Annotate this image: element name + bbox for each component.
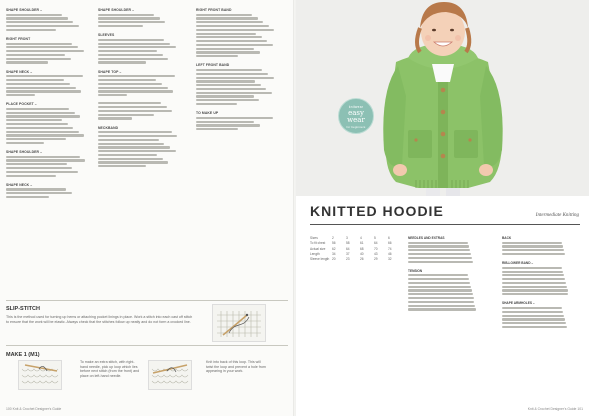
text-line	[98, 90, 173, 92]
text-line	[196, 117, 273, 119]
text-line	[502, 318, 565, 320]
text-line	[98, 21, 165, 23]
title-rule	[310, 224, 580, 225]
text-line	[6, 50, 84, 52]
text-line	[98, 143, 164, 145]
photo-illustration	[296, 0, 589, 196]
text-line	[98, 131, 172, 133]
text-line	[6, 171, 78, 173]
text-line	[502, 267, 562, 269]
instruction-heading: SLEEVES	[98, 33, 115, 38]
sizes-cell: 37	[346, 251, 350, 256]
text-line	[98, 54, 163, 56]
instruction-block	[6, 37, 86, 64]
pattern-column-3	[196, 8, 276, 136]
instruction-block	[98, 8, 178, 27]
text-line	[6, 175, 56, 177]
instruction-block	[6, 150, 86, 177]
text-line	[502, 274, 564, 276]
sizes-row-label: Sizes	[310, 236, 318, 240]
text-line	[502, 271, 563, 273]
pattern-column-1	[6, 8, 86, 204]
text-line	[98, 25, 143, 27]
text-line	[502, 242, 562, 244]
text-line	[502, 282, 566, 284]
sizes-cell: 40	[360, 251, 364, 256]
sizes-cell: 4	[360, 236, 362, 240]
text-line	[6, 83, 70, 85]
needles-tension-column	[408, 236, 492, 317]
sizes-cell: 64	[346, 246, 350, 251]
text-line	[196, 29, 274, 31]
text-line	[6, 134, 84, 136]
text-line	[196, 95, 254, 97]
text-line	[6, 61, 48, 63]
text-line	[6, 54, 65, 56]
text-line	[408, 289, 472, 291]
sizes-cell: 29	[374, 257, 378, 262]
text-line	[6, 131, 79, 133]
text-line	[98, 39, 164, 41]
text-line	[6, 46, 78, 48]
slip-stitch-text: This is the method used for turning up hems or attaching pocket linings in place. Work a stitch into each cast off stitch to ensure that the work will be elastic. Always check that the stitches follow up neatly and do not form a crooked line.	[6, 315, 193, 324]
text-line	[98, 17, 160, 19]
instruction-block	[6, 102, 86, 144]
text-line	[98, 161, 168, 163]
text-line	[196, 77, 274, 79]
text-line	[6, 17, 68, 19]
text-line	[502, 253, 565, 255]
instruction-heading: SHAPE SHOULDER –	[98, 8, 135, 12]
badge-bottom-text: for beginners	[346, 125, 366, 129]
text-line	[196, 25, 269, 27]
text-line	[502, 307, 562, 309]
text-line	[196, 124, 260, 126]
sizes-cell: 23	[346, 257, 350, 262]
child-hoodie-photo	[296, 0, 589, 196]
instruction-block	[502, 242, 586, 256]
instruction-heading: SHAPE NECK –	[6, 69, 33, 74]
text-line	[408, 245, 469, 247]
text-line	[408, 305, 475, 307]
text-line	[98, 94, 127, 96]
text-line	[98, 150, 176, 152]
sizes-cell: 61	[360, 241, 364, 246]
text-line	[502, 322, 566, 324]
section-heading: NEEDLES AND EXTRAS	[408, 236, 445, 240]
text-line	[6, 94, 35, 96]
text-line	[98, 50, 157, 52]
text-line	[408, 261, 473, 263]
pattern-title: KNITTED HOODIE	[310, 203, 444, 219]
text-line	[98, 61, 146, 63]
text-line	[502, 311, 563, 313]
text-line	[196, 55, 238, 57]
section-heading: TENSION	[408, 268, 423, 273]
instruction-heading: SHAPE NECK –	[6, 182, 33, 187]
text-line	[408, 301, 474, 303]
knit-loop-illustration	[149, 361, 191, 389]
sizes-cell: 3	[346, 236, 348, 240]
text-line	[6, 25, 79, 27]
text-line	[6, 123, 68, 125]
text-line	[408, 282, 470, 284]
text-line	[98, 146, 170, 148]
sizes-cell: 64	[374, 241, 378, 246]
left-page	[0, 0, 294, 416]
section-heading: RIB-LOWER BAND –	[502, 261, 534, 266]
text-line	[98, 87, 168, 89]
sizes-cell: 43	[374, 251, 378, 256]
text-line	[196, 21, 263, 23]
sizes-row-label: To fit chest	[310, 241, 326, 246]
text-line	[196, 33, 256, 35]
text-line	[196, 36, 262, 38]
text-line	[502, 245, 563, 247]
text-line	[98, 114, 154, 116]
text-line	[98, 158, 163, 160]
text-line	[502, 289, 568, 291]
text-line	[6, 192, 72, 194]
text-line	[196, 80, 255, 82]
text-line	[6, 90, 81, 92]
instruction-heading: TO MAKE UP	[196, 111, 219, 116]
text-line	[408, 293, 473, 295]
instruction-heading: RIGHT FRONT BAND	[196, 8, 232, 12]
make-one-title: MAKE 1 (M1)	[6, 352, 40, 358]
text-line	[6, 119, 62, 121]
sizes-cell: 34	[332, 251, 336, 256]
text-line	[6, 14, 62, 16]
make-one-text-b: Knit into back of this loop. This will twist the loop and prevent a hole from appearing in your work.	[206, 360, 266, 374]
text-line	[6, 159, 85, 161]
instruction-block	[502, 307, 586, 328]
badge-top-text: knitwear	[348, 105, 364, 109]
text-line	[502, 315, 564, 317]
sizes-cell: 5	[374, 236, 376, 240]
sizes-cell: 32	[388, 257, 392, 262]
instruction-block	[98, 33, 178, 63]
text-line	[6, 156, 80, 158]
sizes-cell: 58	[346, 241, 350, 246]
text-line	[6, 167, 72, 169]
text-line	[408, 278, 469, 280]
instruction-heading: PLACE POCKET –	[6, 102, 37, 107]
text-line	[196, 73, 268, 75]
sizes-cell: 68	[360, 246, 364, 251]
instruction-block	[98, 70, 178, 97]
instruction-heading: SHAPE SHOULDER –	[6, 8, 43, 12]
back-instructions-column	[502, 236, 586, 334]
text-line	[6, 127, 73, 129]
sizes-cell: 56	[332, 241, 336, 246]
text-line	[196, 84, 261, 86]
badge-easy-text: easy	[348, 109, 364, 117]
sizes-row-label: Actual size	[310, 246, 326, 251]
text-line	[98, 102, 161, 104]
section-divider	[6, 300, 288, 301]
sizes-table	[310, 236, 402, 262]
instruction-block	[6, 70, 86, 97]
text-line	[6, 75, 83, 77]
text-line	[196, 44, 273, 46]
text-line	[98, 58, 168, 60]
text-line	[196, 99, 259, 101]
text-line	[98, 110, 172, 112]
text-line	[98, 135, 177, 137]
right-page	[296, 0, 589, 416]
text-line	[6, 43, 72, 45]
instruction-block	[98, 102, 178, 119]
text-line	[196, 40, 267, 42]
text-line	[6, 29, 56, 31]
skill-level-label: Intermediate Knitting	[535, 213, 579, 218]
slip-stitch-diagram	[212, 304, 266, 342]
text-line	[6, 112, 75, 114]
text-line	[6, 142, 44, 144]
text-line	[196, 128, 238, 130]
instruction-heading: RIGHT FRONT	[6, 36, 31, 41]
text-line	[98, 117, 132, 119]
sizes-row-label: Sleeve length	[310, 257, 330, 262]
text-line	[408, 253, 471, 255]
text-line	[6, 188, 66, 190]
section-divider	[6, 345, 288, 346]
make-one-diagram-b	[148, 360, 192, 390]
sizes-cell: 26	[360, 257, 364, 262]
sizes-cell: 20	[332, 257, 336, 262]
instruction-heading: NECKBAND	[98, 125, 119, 130]
text-line	[196, 69, 262, 71]
knit-loop-illustration	[19, 361, 61, 389]
badge-wear-text: wear	[347, 116, 365, 124]
text-line	[196, 51, 260, 53]
instruction-heading: SHAPE TOP –	[98, 69, 122, 74]
text-line	[98, 106, 167, 108]
text-line	[502, 278, 565, 280]
text-line	[98, 43, 170, 45]
sizes-cell: 46	[388, 251, 392, 256]
text-line	[502, 249, 564, 251]
text-line	[196, 121, 254, 123]
make-one-text-a: To make an extra stitch, with right-hand needle, pick up loop which lies before next stitch (from the front) and place on left-hand needle.	[80, 360, 140, 378]
instruction-heading: SHAPE SHOULDER –	[6, 150, 43, 155]
text-line	[196, 17, 258, 19]
make-one-diagram-a	[18, 360, 62, 390]
text-line	[502, 293, 568, 295]
text-line	[502, 326, 567, 328]
instruction-block	[196, 111, 276, 130]
instruction-block	[6, 183, 86, 198]
text-line	[6, 196, 49, 198]
text-line	[6, 21, 73, 23]
text-line	[408, 242, 468, 244]
page-folio-right: Knit & Crochet Designer's Guide 101	[527, 407, 583, 411]
text-line	[408, 297, 474, 299]
text-line	[98, 139, 159, 141]
pattern-column-2	[98, 8, 178, 173]
text-line	[98, 14, 154, 16]
sizes-row	[310, 257, 402, 262]
section-heading: BACK	[502, 236, 512, 240]
instruction-block	[6, 8, 86, 31]
text-line	[408, 257, 472, 259]
text-line	[98, 165, 146, 167]
text-line	[196, 92, 272, 94]
text-line	[6, 138, 66, 140]
instruction-block	[98, 126, 178, 168]
instruction-block	[408, 274, 492, 310]
text-line	[408, 286, 471, 288]
instruction-block	[408, 242, 492, 263]
text-line	[98, 79, 156, 81]
page-folio-left: 100 Knit & Crochet Designer's Guide	[6, 407, 62, 411]
text-line	[196, 88, 266, 90]
text-line	[408, 274, 468, 276]
text-line	[196, 48, 254, 50]
text-line	[98, 75, 175, 77]
text-line	[98, 154, 157, 156]
easy-wear-badge	[338, 98, 374, 134]
needle-stitch-illustration	[213, 305, 265, 341]
instruction-block	[196, 63, 276, 105]
slip-stitch-title: SLIP-STITCH	[6, 306, 40, 312]
text-line	[6, 87, 76, 89]
sizes-cell: 66	[388, 241, 392, 246]
text-line	[502, 286, 567, 288]
text-line	[408, 249, 470, 251]
text-line	[408, 308, 476, 310]
text-line	[98, 46, 176, 48]
text-line	[98, 83, 162, 85]
instruction-block	[196, 8, 276, 57]
text-line	[6, 79, 64, 81]
sizes-cell: 2	[332, 236, 334, 240]
text-line	[6, 163, 67, 165]
sizes-table-grid	[310, 236, 402, 262]
text-line	[6, 108, 69, 110]
sizes-cell: 70	[374, 246, 378, 251]
instruction-block	[502, 267, 586, 296]
sizes-cell: 62	[332, 246, 336, 251]
instruction-heading: LEFT FRONT BAND	[196, 63, 230, 68]
sizes-cell: 6	[388, 236, 390, 240]
text-line	[196, 14, 252, 16]
section-heading: SHAPE ARMHOLES –	[502, 301, 535, 306]
sizes-row-label: Length	[310, 251, 320, 256]
text-line	[196, 103, 237, 105]
text-line	[6, 58, 71, 60]
text-line	[6, 115, 80, 117]
sizes-cell: 74	[388, 246, 392, 251]
